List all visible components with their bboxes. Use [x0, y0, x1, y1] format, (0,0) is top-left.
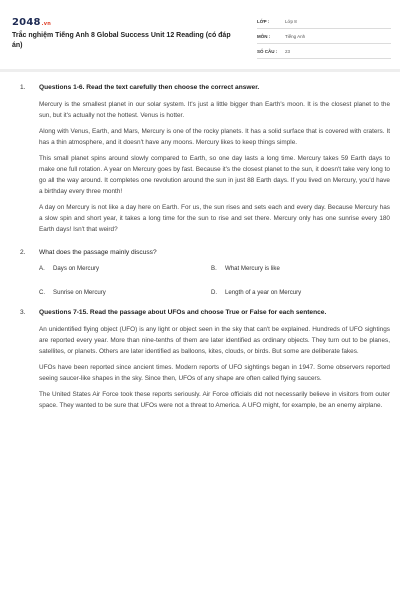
question-text: Questions 1-6. Read the text carefully then choose the correct answer.: [39, 84, 260, 91]
option-text: Sunrise on Mercury: [53, 289, 106, 296]
document-header: [0, 0, 400, 66]
logo-text: 2048: [12, 17, 41, 28]
answer-option-a[interactable]: [39, 265, 99, 272]
question-list: [20, 82, 390, 411]
meta-label: MÔN :: [257, 33, 271, 39]
question-heading: [20, 82, 390, 93]
meta-row-count: [257, 44, 391, 59]
passage-paragraph: This small planet spins around slowly compared to Earth, so one day lasts a long time. Mercury takes 59 Earth days to make one full rotation. A year on Mercury goes by fast. Because it's the closest planet to the sun, it doesn't take very long to go all the way around. It completes one revolution around the sun in just 88 Earth days. If you lived on Mercury, you'd have a birthday every three month!: [39, 155, 390, 195]
passage-paragraph: The United States Air Force took these reports seriously. Air Force officials did not necessarily believe in visitors from outer space. They wanted to be sure that UFOs were not a threat to America. A UFO might, for example, be an enemy airplane.: [39, 391, 390, 409]
question-text: Questions 7-15. Read the passage about UFOs and choose True or False for each sentence.: [39, 309, 327, 316]
site-logo[interactable]: [12, 17, 51, 28]
answer-option-c[interactable]: [39, 289, 106, 296]
question-item: [20, 247, 390, 303]
option-text: Days on Mercury: [53, 265, 100, 272]
question-number: 3.: [20, 309, 26, 316]
question-item: [20, 307, 390, 411]
option-letter: C.: [39, 289, 46, 296]
option-letter: D.: [211, 289, 218, 296]
answer-options: [39, 265, 390, 303]
meta-label: SỐ CÂU :: [257, 48, 278, 54]
passage-paragraph: UFOs have been reported since ancient times. Modern reports of UFO sightings began in 1947. Some observers reported seeing saucer-like shapes in the sky. Since then, UFOs of any shape are often called flying saucers.: [39, 364, 390, 382]
question-item: [20, 82, 390, 235]
meta-row-class: [257, 14, 391, 29]
question-heading: [20, 247, 390, 258]
passage-paragraph: An unidentified flying object (UFO) is any light or object seen in the sky that can't be explained. Hundreds of UFO sightings are reported every year. More than nine-tenths of them are later identified as ordinary objects. They turn out to be planes, satellites, or planets. Others are later identified as balloons, kites, clouds, or birds. But some are deliberate fakes.: [39, 326, 390, 355]
passage-paragraph: Mercury is the smallest planet in our solar system. It's just a little bigger than Earth's moon. It is the closest planet to the sun, but it's actually not the hottest. Venus is hotter.: [39, 101, 390, 119]
meta-value: Lớp 8: [285, 18, 297, 24]
passage-paragraph: Along with Venus, Earth, and Mars, Mercury is one of the rocky planets. It has a solid surface that is covered with craters. It has a thin atmosphere, and it doesn't have any moons. Mercury likes to keep things simple.: [39, 128, 390, 146]
document-title: Trắc nghiệm Tiếng Anh 8 Global Success Unit 12 Reading (có đáp án): [12, 32, 231, 49]
question-number: 2.: [20, 249, 26, 256]
option-text: What Mercury is like: [225, 265, 280, 272]
option-letter: B.: [211, 265, 217, 272]
passage-paragraph: A day on Mercury is not like a day here on Earth. For us, the sun rises and sets each and every day. Because Mercury has a slow spin and short year, it takes a long time for the sun to rise and set there. Mercury only has one sunrise every 180 Earth days! Isn't that weird?: [39, 204, 390, 233]
meta-value: Tiếng Anh: [285, 33, 306, 39]
answer-option-d[interactable]: [211, 289, 301, 296]
meta-value: 23: [285, 48, 291, 54]
logo-suffix: .vn: [41, 21, 51, 27]
question-text: What does the passage mainly discuss?: [39, 249, 157, 256]
answer-option-b[interactable]: [211, 265, 280, 272]
option-letter: A.: [39, 265, 45, 272]
meta-label: LỚP :: [257, 18, 270, 24]
option-text: Length of a year on Mercury: [225, 289, 302, 296]
question-heading: [20, 307, 390, 318]
question-number: 1.: [20, 84, 26, 91]
header-divider: [0, 69, 400, 72]
meta-row-subject: [257, 29, 391, 44]
meta-table: [257, 14, 391, 59]
